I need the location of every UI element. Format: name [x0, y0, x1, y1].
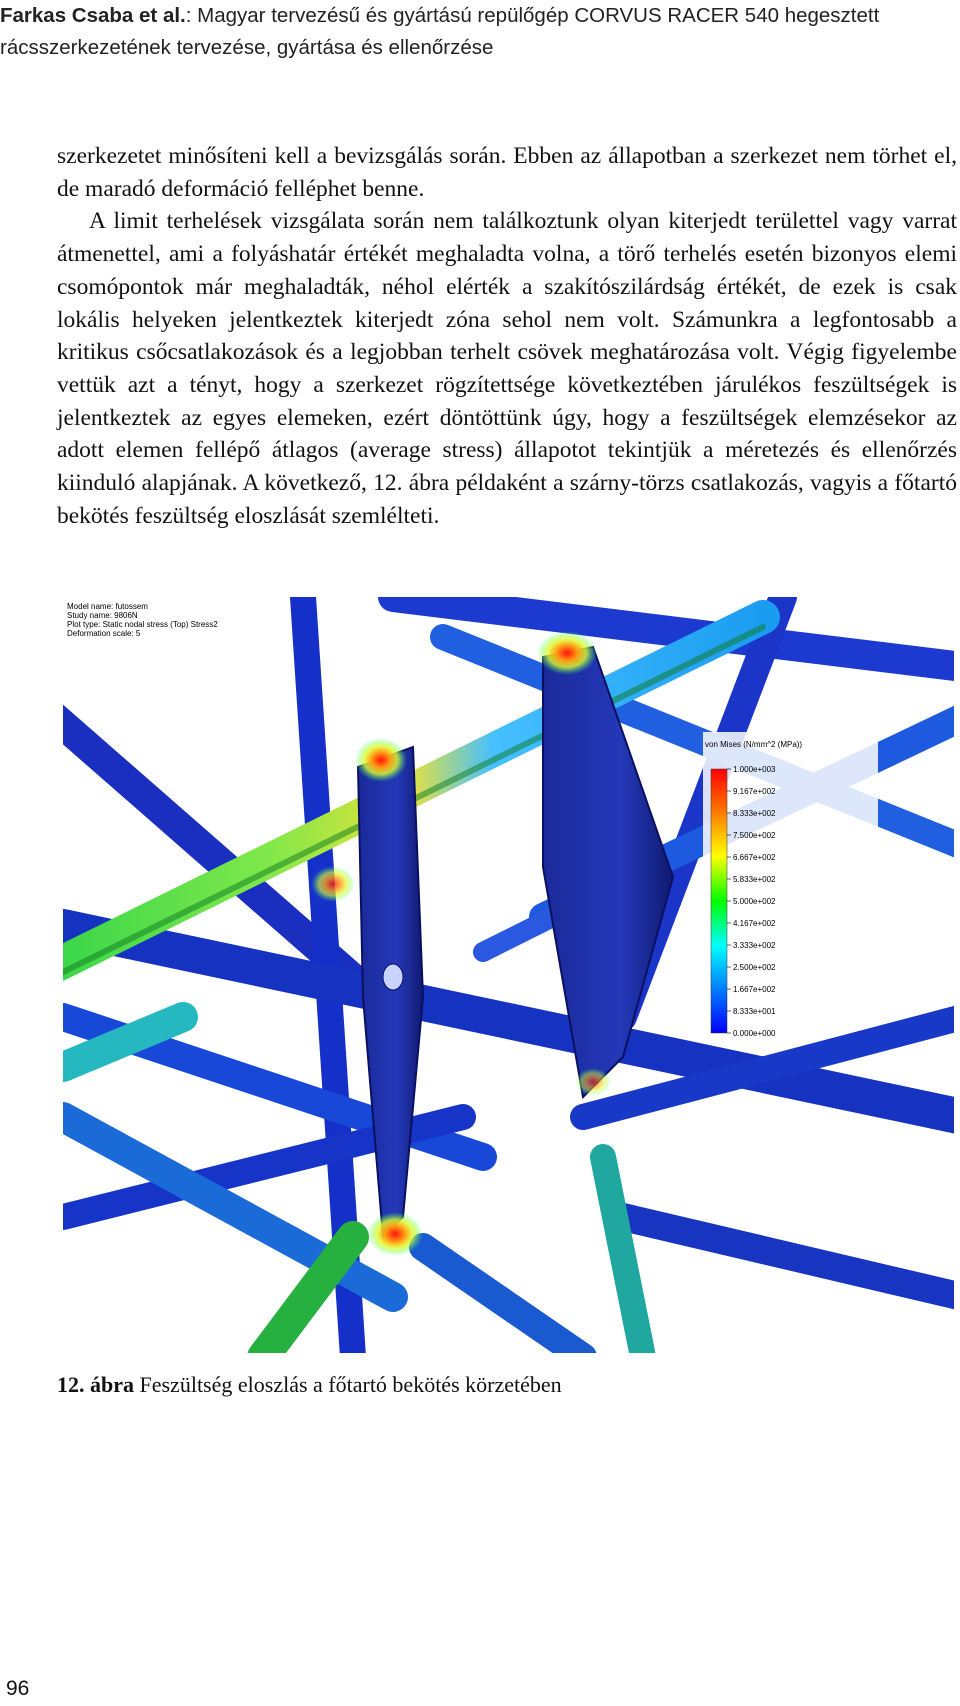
figure-caption — [57, 1370, 562, 1400]
legend-tick-label: 1.667e+002 — [733, 985, 776, 994]
header-title-part-1: : Magyar tervezésű és gyártású repülőgép CORVUS RACER 540 hegesztett — [185, 4, 880, 27]
paragraph-1: szerkezetet minősíteni kell a bevizsgálás során. Ebben az állapotban a szerkezet nem törhet el, de maradó deformáció felléphet benne. — [57, 143, 957, 202]
stress-legend — [703, 732, 878, 1038]
info-line-2: Study name: 9806N — [67, 611, 138, 620]
legend-tick-label: 5.000e+002 — [733, 897, 776, 906]
legend-title: von Mises (N/mm^2 (MPa)) — [705, 740, 803, 749]
stress-figure — [63, 597, 954, 1353]
body-text — [57, 140, 957, 532]
legend-tick-label: 0.000e+000 — [733, 1029, 776, 1038]
legend-tick-label: 3.333e+002 — [733, 941, 776, 950]
header-title-part-2: rácsszerkezetének tervezése, gyártása és ellenőrzése — [0, 36, 494, 59]
legend-tick-label: 7.500e+002 — [733, 831, 776, 840]
info-line-1: Model name: futossem — [67, 602, 148, 611]
legend-tick-label: 1.000e+003 — [733, 765, 776, 774]
info-line-4: Deformation scale: 5 — [67, 629, 141, 638]
legend-tick-label: 4.167e+002 — [733, 919, 776, 928]
caption-label: 12. ábra — [57, 1372, 134, 1397]
caption-text: Feszültség eloszlás a főtartó bekötés körzetében — [134, 1372, 562, 1397]
legend-tick-label: 8.333e+002 — [733, 809, 776, 818]
info-line-3: Plot type: Static nodal stress (Top) Stress2 — [67, 620, 218, 629]
legend-tick-label: 6.667e+002 — [733, 853, 776, 862]
left-mount-plate — [358, 747, 423, 1237]
model-info-block — [67, 602, 218, 638]
running-header — [0, 0, 960, 64]
fea-stress-render — [63, 597, 954, 1353]
page-number: 96 — [6, 1677, 30, 1700]
legend-tick-label: 9.167e+002 — [733, 787, 776, 796]
plate-bolt-hole — [383, 964, 403, 990]
legend-tick-label: 2.500e+002 — [733, 963, 776, 972]
legend-color-bar — [711, 769, 727, 1033]
header-authors: Farkas Csaba et al. — [0, 4, 186, 27]
legend-tick-label: 5.833e+002 — [733, 875, 776, 884]
legend-tick-label: 8.333e+001 — [733, 1007, 776, 1016]
header-line-1 — [0, 0, 960, 32]
paragraph-2: A limit terhelések vizsgálata során nem találkoztunk olyan kiterjedt területtel vagy varrat átmenettel, ami a folyáshatár értékét meghaladta volna, a törő terhelés esetén bizonyos elemi csomópontok már meghaladták, néhol elérték a szakítószilárdság értékét, de ezek is csak lokális helyeken jelentkeztek kiterjedt zóna sehol nem volt. Számunkra a legfontosabb a kritikus csőcsatlakozások és a legjobban terhelt csövek meghatározása volt. Végig figyelembe vettük azt a tényt, hogy a szerkezet rögzítettsége következtében járulékos feszültségek is jelentkeztek az egyes elemeken, ezért döntöttünk úgy, hogy a feszültségek elemzésekor az adott elemen fellépő átlagos (average stress) állapotot tekintjük a méretezés és ellenőrzés kiinduló alapjának. A következő, 12. ábra példaként a szárny-törzs csatlakozás, vagyis a főtartó bekötés feszültség eloszlását szemlélteti. — [57, 208, 957, 529]
